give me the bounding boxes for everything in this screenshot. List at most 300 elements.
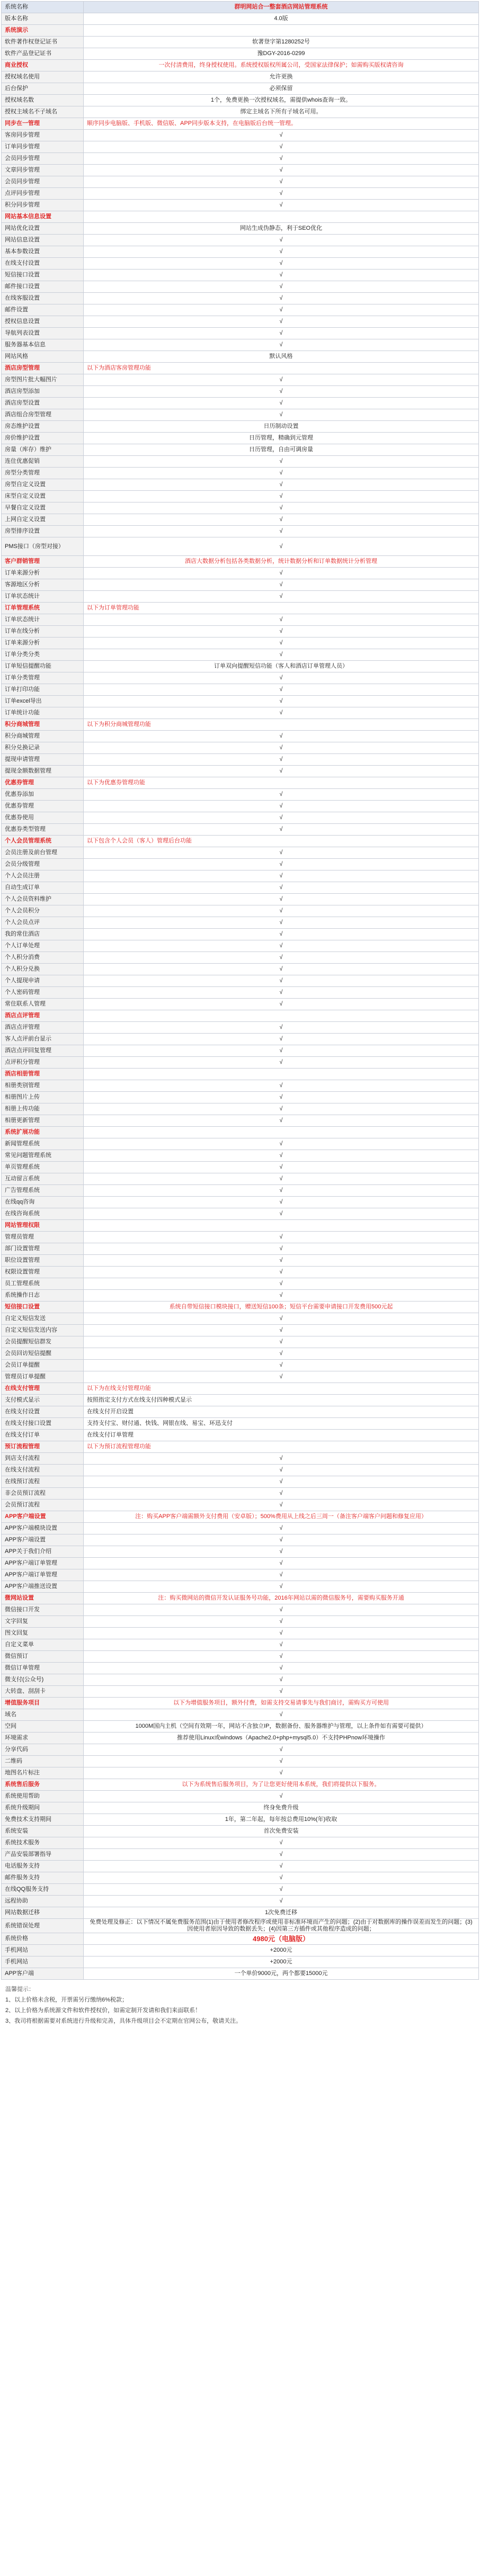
feature-name: APP客户端 [2, 1968, 84, 1980]
feature-name: 房价维护设置 [2, 433, 84, 444]
feature-table [1, 1, 479, 1980]
feature-name: 在线支付接口设置 [2, 1418, 84, 1430]
feature-value: √ [84, 339, 479, 351]
table-row [2, 1127, 479, 1138]
feature-name: 版本名称 [2, 13, 84, 25]
table-row [2, 1348, 479, 1360]
feature-value: √ [84, 1861, 479, 1872]
feature-value: √ [84, 638, 479, 649]
table-row [2, 118, 479, 130]
feature-value: √ [84, 1581, 479, 1593]
feature-name: 床型自定义设置 [2, 491, 84, 502]
feature-value: √ [84, 176, 479, 188]
feature-value: 日历制动设置 [84, 421, 479, 433]
feature-value: √ [84, 1255, 479, 1267]
table-row [2, 754, 479, 766]
feature-name: 订单管理系统 [2, 603, 84, 614]
feature-name: 授权域名使用 [2, 71, 84, 83]
feature-value: √ [84, 1674, 479, 1686]
table-row [2, 1896, 479, 1907]
feature-value: √ [84, 1371, 479, 1383]
feature-value: √ [84, 1162, 479, 1173]
feature-value: √ [84, 1628, 479, 1639]
feature-value: √ [84, 153, 479, 165]
feature-value: √ [84, 1756, 479, 1767]
feature-value: 按照指定支付方式在线支付四种模式显示 [84, 1395, 479, 1406]
table-row [2, 1162, 479, 1173]
feature-name: 微网站设置 [2, 1593, 84, 1604]
table-row [2, 83, 479, 95]
feature-name: 上网自定义设置 [2, 514, 84, 526]
table-row [2, 1383, 479, 1395]
feature-name: 网站优化设置 [2, 223, 84, 235]
table-row [2, 591, 479, 603]
feature-name: 酒店房型管理 [2, 363, 84, 374]
table-row [2, 60, 479, 71]
table-row [2, 1616, 479, 1628]
table-row [2, 940, 479, 952]
feature-value: 日历管理，精确到元管理 [84, 433, 479, 444]
feature-value: √ [84, 754, 479, 766]
feature-name: 产品安装部署指导 [2, 1849, 84, 1861]
feature-name: 基本参数设置 [2, 246, 84, 258]
feature-value: √ [84, 731, 479, 742]
table-row [2, 1220, 479, 1232]
feature-name: 图文回复 [2, 1628, 84, 1639]
feature-name: 相册类别管理 [2, 1080, 84, 1092]
feature-name: APP客户端模块设置 [2, 1523, 84, 1534]
feature-value: √ [84, 246, 479, 258]
feature-name: 文字回复 [2, 1616, 84, 1628]
feature-name: 自动生成订单 [2, 882, 84, 894]
feature-name: 订单在线分析 [2, 626, 84, 638]
feature-value: √ [84, 1837, 479, 1849]
notes-title: 温馨提示： [5, 1986, 34, 1992]
feature-value: √ [84, 975, 479, 987]
table-row [2, 386, 479, 398]
feature-name: 系统演示 [2, 25, 84, 37]
feature-value: √ [84, 1267, 479, 1278]
feature-name: 客人点评前台显示 [2, 1034, 84, 1045]
table-row [2, 502, 479, 514]
table-row [2, 859, 479, 870]
feature-value: 网站生成伪静态，利于SEO优化 [84, 223, 479, 235]
table-row [2, 1733, 479, 1744]
feature-name: 授权主域名不子域名 [2, 106, 84, 118]
feature-name: 环境需求 [2, 1733, 84, 1744]
note-line-1: 1、以上价格未含税，开票需另行缴纳6%税款； [5, 1997, 128, 2003]
table-row [2, 1325, 479, 1336]
feature-name: 会员回访短信提醒 [2, 1348, 84, 1360]
table-row [2, 1406, 479, 1418]
feature-name: 点评积分管理 [2, 1057, 84, 1069]
feature-value: √ [84, 1103, 479, 1115]
feature-value: √ [84, 130, 479, 141]
table-row [2, 1968, 479, 1980]
feature-name: 连住优惠促销 [2, 456, 84, 468]
feature-name: 网站数据迁移 [2, 1907, 84, 1919]
feature-name: 会员注册及前台管理 [2, 847, 84, 859]
feature-value: 一次付清费用，终身授权使用。系统授权版权所属公司，受国家法律保护；如需购买版权请咨询 [84, 60, 479, 71]
feature-name: 优惠券类型管理 [2, 824, 84, 836]
feature-value: √ [84, 1057, 479, 1069]
feature-name: 积分商城管理 [2, 731, 84, 742]
feature-value: √ [84, 456, 479, 468]
table-row [2, 766, 479, 777]
feature-name: 优惠券使用 [2, 812, 84, 824]
feature-name: 电话服务支持 [2, 1861, 84, 1872]
feature-value: 1次免费迁移 [84, 1907, 479, 1919]
feature-name: 早餐自定义设置 [2, 502, 84, 514]
feature-name: 订单状态统计 [2, 614, 84, 626]
feature-value: 以下为积分商城管理功能 [84, 719, 479, 731]
table-row [2, 258, 479, 270]
table-row [2, 479, 479, 491]
table-row [2, 684, 479, 696]
feature-value: √ [84, 1558, 479, 1569]
table-row [2, 1604, 479, 1616]
feature-value: 推荐使用Linux或windows（Apache2.0+php+mysql5.0）不支持PHPnow环境操作 [84, 1733, 479, 1744]
table-row [2, 1232, 479, 1243]
feature-value: √ [84, 1546, 479, 1558]
table-row [2, 987, 479, 999]
table-row [2, 894, 479, 905]
feature-name: 会员提醒短信群发 [2, 1336, 84, 1348]
feature-value: √ [84, 684, 479, 696]
feature-name: 非会员预订流程 [2, 1488, 84, 1500]
feature-value: √ [84, 801, 479, 812]
feature-table-body [2, 2, 479, 1980]
feature-value: √ [84, 1534, 479, 1546]
table-row [2, 537, 479, 556]
feature-name: 优惠券管理 [2, 777, 84, 789]
feature-name: 酒店组合房型管理 [2, 409, 84, 421]
table-row [2, 71, 479, 83]
feature-value: +2000元 [84, 1956, 479, 1968]
table-row [2, 1080, 479, 1092]
feature-value [84, 211, 479, 223]
feature-name: 常住联系人管理 [2, 999, 84, 1010]
table-row [2, 444, 479, 456]
feature-name: 商业授权 [2, 60, 84, 71]
feature-name: 服务器基本信息 [2, 339, 84, 351]
feature-value: √ [84, 1872, 479, 1884]
table-row [2, 1956, 479, 1968]
feature-value: 注：购买微网站的微信开发认证服务号功能，2016年网站以需的微信服务号，需要购买服务开通 [84, 1593, 479, 1604]
feature-value: √ [84, 1896, 479, 1907]
feature-name: 酒店房型添加 [2, 386, 84, 398]
feature-value: √ [84, 568, 479, 579]
feature-value: 豫DGY-2016-0299 [84, 48, 479, 60]
feature-name: 网站风格 [2, 351, 84, 363]
table-row [2, 491, 479, 502]
feature-value: 1年，第二年起，每年按总费用10%(年)收取 [84, 1814, 479, 1826]
feature-name: 在线支付流程 [2, 1465, 84, 1476]
feature-name: 系统售后服务 [2, 1779, 84, 1791]
table-row [2, 514, 479, 526]
feature-value: 终身免费升级 [84, 1802, 479, 1814]
feature-value: √ [84, 649, 479, 661]
feature-name: 邮件服务支持 [2, 1872, 84, 1884]
feature-name: 个人会员点评 [2, 917, 84, 929]
feature-value: √ [84, 1278, 479, 1290]
table-row [2, 1523, 479, 1534]
table-row [2, 409, 479, 421]
feature-value: 群明网站合一整套酒店网站管理系统 [84, 2, 479, 13]
feature-value [84, 1127, 479, 1138]
feature-name: APP客户端订单管理 [2, 1569, 84, 1581]
feature-name: 在线支付设置 [2, 1406, 84, 1418]
table-row [2, 1709, 479, 1721]
table-row [2, 882, 479, 894]
table-row [2, 1767, 479, 1779]
table-row [2, 1593, 479, 1604]
feature-value: √ [84, 188, 479, 200]
table-row [2, 48, 479, 60]
feature-value: √ [84, 672, 479, 684]
feature-value: √ [84, 999, 479, 1010]
feature-name: 个人会员管理系统 [2, 836, 84, 847]
feature-name: 个人积分兑换 [2, 964, 84, 975]
feature-name: 地图名片标注 [2, 1767, 84, 1779]
feature-name: 系统扩展功能 [2, 1127, 84, 1138]
feature-name: 单页管理系统 [2, 1162, 84, 1173]
feature-name: 网站管理权限 [2, 1220, 84, 1232]
feature-value: √ [84, 235, 479, 246]
feature-name: 手机网站 [2, 1945, 84, 1956]
feature-name: 提现申请管理 [2, 754, 84, 766]
feature-value: √ [84, 987, 479, 999]
feature-value: √ [84, 386, 479, 398]
table-row [2, 1802, 479, 1814]
table-row [2, 165, 479, 176]
table-row [2, 603, 479, 614]
table-row [2, 363, 479, 374]
feature-value: √ [84, 1663, 479, 1674]
table-row [2, 1278, 479, 1290]
feature-value: √ [84, 1022, 479, 1034]
feature-value: √ [84, 1651, 479, 1663]
feature-name: 自定义短信发送 [2, 1313, 84, 1325]
table-row [2, 1138, 479, 1150]
feature-value: √ [84, 1849, 479, 1861]
feature-name: 在线支付管理 [2, 1383, 84, 1395]
feature-name: 我的常住酒店 [2, 929, 84, 940]
feature-value: 以下为酒店客房管理功能 [84, 363, 479, 374]
feature-value: √ [84, 812, 479, 824]
feature-name: 授权信息设置 [2, 316, 84, 328]
feature-value: √ [84, 1080, 479, 1092]
table-row [2, 246, 479, 258]
feature-value: 日历管理，自由可调房量 [84, 444, 479, 456]
table-row [2, 1057, 479, 1069]
table-row [2, 398, 479, 409]
feature-name: 酒店房型设置 [2, 398, 84, 409]
feature-value: √ [84, 1150, 479, 1162]
feature-value: √ [84, 1045, 479, 1057]
table-row [2, 1243, 479, 1255]
table-row [2, 626, 479, 638]
feature-name: 同步在一管理 [2, 118, 84, 130]
table-row [2, 1933, 479, 1945]
table-row [2, 37, 479, 48]
feature-value: 订单双向提醒短信功能（客人和酒店订单管理人员） [84, 661, 479, 672]
feature-name: 文章同步管理 [2, 165, 84, 176]
table-row [2, 141, 479, 153]
feature-value: √ [84, 905, 479, 917]
table-row [2, 1663, 479, 1674]
feature-value: 以下为增值服务项目，额外付费，如需支持交易请事先与我们商讨，需购买方可使用 [84, 1698, 479, 1709]
table-row [2, 1721, 479, 1733]
table-row [2, 1919, 479, 1933]
feature-name: 到店支付流程 [2, 1453, 84, 1465]
feature-name: 会员预订流程 [2, 1500, 84, 1511]
feature-value: 注：购买APP客户端需额外支付费用（安卓版）；500%费用从上线之后三周一（备注客户端客户问题和修复应用） [84, 1511, 479, 1523]
table-row [2, 1488, 479, 1500]
table-row [2, 1569, 479, 1581]
feature-value: √ [84, 1686, 479, 1698]
feature-name: 在线预订流程 [2, 1476, 84, 1488]
feature-value: √ [84, 398, 479, 409]
table-row [2, 1534, 479, 1546]
table-row [2, 1430, 479, 1441]
feature-value: √ [84, 200, 479, 211]
table-row [2, 433, 479, 444]
feature-name: 订单打印功能 [2, 684, 84, 696]
feature-name: 酒店点评管理 [2, 1010, 84, 1022]
feature-name: 房态维护设置 [2, 421, 84, 433]
feature-name: 会员分级管理 [2, 859, 84, 870]
table-row [2, 1791, 479, 1802]
feature-value: 酒店大数据分析包括各类数据分析，统计数据分析和订单数据统计分析管理 [84, 556, 479, 568]
feature-value: 允许更换 [84, 71, 479, 83]
feature-value: 1000M国内主机（空间有效期一年，网站不含独立IP，数据备份、服务器维护与管理，以上条件如有需要可提供） [84, 1721, 479, 1733]
feature-name: 房型自定义设置 [2, 479, 84, 491]
table-row [2, 1814, 479, 1826]
feature-name: 大转盘、刮刮卡 [2, 1686, 84, 1698]
table-row [2, 1069, 479, 1080]
feature-value: √ [84, 1476, 479, 1488]
feature-value: √ [84, 479, 479, 491]
feature-name: 个人会员资料维护 [2, 894, 84, 905]
feature-name: 增值服务项目 [2, 1698, 84, 1709]
feature-value: √ [84, 537, 479, 556]
table-row [2, 742, 479, 754]
table-row [2, 176, 479, 188]
table-row [2, 719, 479, 731]
feature-name: 订单分类管理 [2, 672, 84, 684]
feature-value [84, 1220, 479, 1232]
table-row [2, 1173, 479, 1185]
table-row [2, 374, 479, 386]
table-row [2, 270, 479, 281]
feature-value: 一个单价9000元，两个都要15000元 [84, 1968, 479, 1980]
feature-value: √ [84, 1500, 479, 1511]
feature-name: 在线qq咨询 [2, 1197, 84, 1208]
table-row [2, 1686, 479, 1698]
table-row [2, 1150, 479, 1162]
table-row [2, 1884, 479, 1896]
feature-name: 酒店相册管理 [2, 1069, 84, 1080]
feature-value: 以下为订单管理功能 [84, 603, 479, 614]
feature-name: 软件产品登记证书 [2, 48, 84, 60]
feature-value: √ [84, 1197, 479, 1208]
feature-value: √ [84, 591, 479, 603]
table-row [2, 106, 479, 118]
feature-name: APP客户端订单管理 [2, 1558, 84, 1569]
feature-value: √ [84, 1453, 479, 1465]
feature-name: 相册更新管理 [2, 1115, 84, 1127]
feature-value: √ [84, 859, 479, 870]
feature-value: √ [84, 742, 479, 754]
feature-value: √ [84, 374, 479, 386]
table-row [2, 1756, 479, 1767]
feature-value: 以下为在线支付管理功能 [84, 1383, 479, 1395]
table-row [2, 1267, 479, 1278]
feature-name: 房量（库存）维护 [2, 444, 84, 456]
feature-name: 短信接口设置 [2, 270, 84, 281]
table-row [2, 526, 479, 537]
feature-name: 邮件接口设置 [2, 281, 84, 293]
feature-value [84, 1069, 479, 1080]
table-row [2, 1418, 479, 1430]
feature-name: 职位设置管理 [2, 1255, 84, 1267]
table-row [2, 1500, 479, 1511]
feature-value: 软著登字第1280252号 [84, 37, 479, 48]
feature-value: 以下包含个人会员（客人）管理后台功能 [84, 836, 479, 847]
feature-value: √ [84, 614, 479, 626]
feature-name: 在线客服设置 [2, 293, 84, 304]
table-row [2, 614, 479, 626]
table-row [2, 661, 479, 672]
table-row [2, 1558, 479, 1569]
table-row [2, 130, 479, 141]
feature-name: 酒店点评回复管理 [2, 1045, 84, 1057]
feature-name: 客户群销管理 [2, 556, 84, 568]
table-row [2, 1360, 479, 1371]
feature-value: √ [84, 316, 479, 328]
table-row [2, 1022, 479, 1034]
table-row [2, 1837, 479, 1849]
feature-name: 预订流程管理 [2, 1441, 84, 1453]
table-row [2, 1208, 479, 1220]
feature-name: 个人会员积分 [2, 905, 84, 917]
feature-name: PMS接口（房型对接） [2, 537, 84, 556]
feature-value: √ [84, 1290, 479, 1302]
feature-value: √ [84, 1243, 479, 1255]
feature-value: 以下为预订流程管理功能 [84, 1441, 479, 1453]
feature-name: 授权域名数 [2, 95, 84, 106]
feature-value: √ [84, 1034, 479, 1045]
feature-value: 4980元（电脑版） [84, 1933, 479, 1945]
feature-value: √ [84, 281, 479, 293]
feature-name: 常见问题管理系统 [2, 1150, 84, 1162]
table-row [2, 964, 479, 975]
table-row [2, 316, 479, 328]
table-row [2, 929, 479, 940]
feature-name: APP客户端推送设置 [2, 1581, 84, 1593]
feature-name: 房型图片批大幅图片 [2, 374, 84, 386]
table-row [2, 1313, 479, 1325]
table-row [2, 975, 479, 987]
feature-name: 相册上传功能 [2, 1103, 84, 1115]
feature-name: 会员同步管理 [2, 153, 84, 165]
feature-value: 默认风格 [84, 351, 479, 363]
feature-value: 以下为优惠券管理功能 [84, 777, 479, 789]
feature-name: 优惠券管理 [2, 801, 84, 812]
feature-value: +2000元 [84, 1945, 479, 1956]
feature-name: 微信预订 [2, 1651, 84, 1663]
